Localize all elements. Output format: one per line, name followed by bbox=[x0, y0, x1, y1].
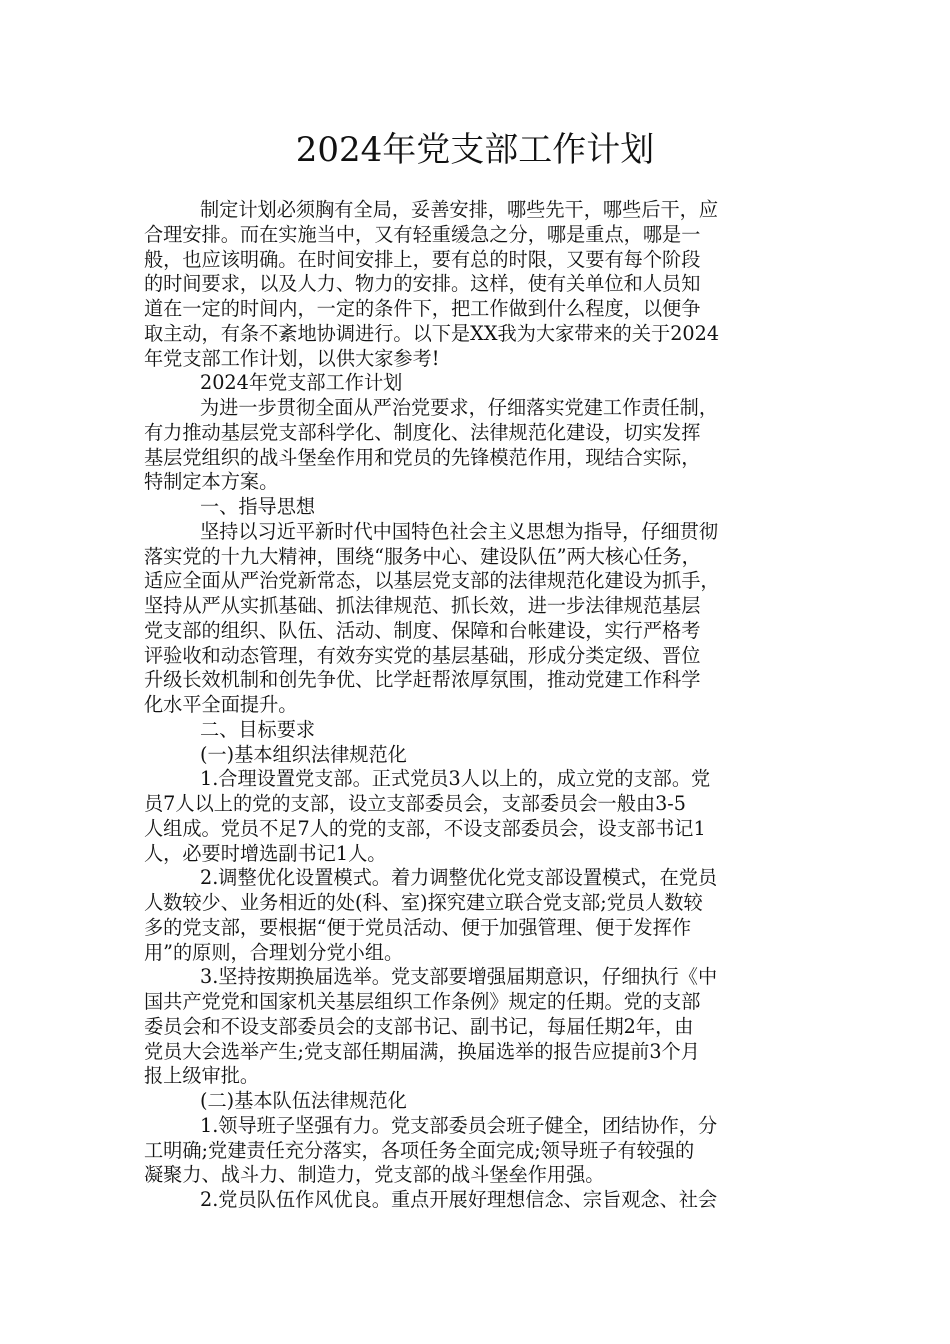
text-line: 制定计划必须胸有全局，妥善安排，哪些先干，哪些后干，应 bbox=[200, 198, 719, 221]
text-line: 用”的原则，合理划分党小组。 bbox=[144, 940, 404, 964]
text-line: 二、目标要求 bbox=[200, 717, 316, 741]
document-body bbox=[144, 198, 808, 1213]
text-line: 凝聚力、战斗力、制造力，党支部的战斗堡垒作用强。 bbox=[144, 1163, 605, 1187]
text-line: 坚持从严从实抓基础、抓法律规范、抓长效，进一步法律规范基层 bbox=[144, 594, 701, 617]
text-line: 道在一定的时间内，一定的条件下，把工作做到什么程度，以便争 bbox=[144, 297, 701, 320]
text-line: 委员会和不设支部委员会的支部书记、副书记，每届任期2年，由 bbox=[144, 1014, 694, 1038]
text-line: 升级长效机制和创先争优、比学赶帮浓厚氛围，推动党建工作科学 bbox=[144, 668, 701, 692]
text-line: 般，也应该明确。在时间安排上，要有总的时限，又要有每个阶段 bbox=[144, 247, 701, 271]
text-line: 化水平全面提升。 bbox=[144, 693, 298, 716]
text-line: 取主动，有条不紊地协调进行。以下是XX我为大家带来的关于2024 bbox=[144, 321, 720, 345]
text-line: 人数较少、业务相近的处(科、室)探究建立联合党支部;党员人数较 bbox=[144, 891, 703, 914]
text-line: 1.合理设置党支部。正式党员3人以上的，成立党的支部。党 bbox=[200, 767, 711, 791]
text-line: 为进一步贯彻全面从严治党要求，仔细落实党建工作责任制， bbox=[200, 396, 719, 419]
text-line: 评验收和动态管理，有效夯实党的基层基础，形成分类定级、晋位 bbox=[144, 643, 701, 667]
text-line: 落实党的十九大精神，围绕“服务中心、建设队伍”两大核心任务， bbox=[144, 544, 701, 568]
text-line: 工明确;党建责任充分落实，各项任务全面完成;领导班子有较强的 bbox=[144, 1138, 695, 1162]
text-line: (一)基本组织法律规范化 bbox=[200, 742, 407, 766]
text-line: 适应全面从严治党新常态，以基层党支部的法律规范化建设为抓手， bbox=[144, 569, 720, 593]
text-line: 国共产党党和国家机关基层组织工作条例》规定的任期。党的支部 bbox=[144, 990, 701, 1013]
text-line: 特制定本方案。 bbox=[144, 470, 279, 494]
text-line: 有力推动基层党支部科学化、制度化、法律规范化建设，切实发挥 bbox=[144, 420, 701, 444]
text-line: 2.调整优化设置模式。着力调整优化党支部设置模式，在党员 bbox=[200, 866, 718, 890]
text-line: 3.坚持按期换届选举。党支部要增强届期意识，仔细执行《中 bbox=[200, 965, 718, 989]
text-line: 员7人以上的党的支部，设立支部委员会，支部委员会一般由3-5 bbox=[144, 792, 686, 815]
text-line: 报上级审批。 bbox=[144, 1064, 260, 1088]
text-line: 年党支部工作计划，以供大家参考! bbox=[144, 346, 440, 370]
text-line: 2.党员队伍作风优良。重点开展好理想信念、宗旨观念、社会 bbox=[200, 1188, 718, 1211]
text-line: 人，必要时增选副书记1人。 bbox=[144, 841, 387, 865]
text-line: 1.领导班子坚强有力。党支部委员会班子健全，团结协作，分 bbox=[200, 1113, 718, 1137]
text-line: 党员大会选举产生;党支部任期届满，换届选举的报告应提前3个月 bbox=[144, 1039, 700, 1063]
text-line: 多的党支部，要根据“便于党员活动、便于加强管理、便于发挥作 bbox=[144, 915, 692, 939]
text-line: 人组成。党员不足7人的党的支部，不设支部委员会，设支部书记1 bbox=[144, 816, 706, 840]
text-line: (二)基本队伍法律规范化 bbox=[200, 1089, 407, 1112]
text-line: 2024年党支部工作计划 bbox=[200, 371, 403, 395]
document-title: 2024年党支部工作计划 bbox=[295, 130, 655, 170]
text-line: 党支部的组织、队伍、活动、制度、保障和台帐建设，实行严格考 bbox=[144, 618, 701, 642]
text-line: 一、指导思想 bbox=[200, 495, 316, 518]
text-line: 坚持以习近平新时代中国特色社会主义思想为指导，仔细贯彻 bbox=[200, 519, 719, 543]
text-line: 基层党组织的战斗堡垒作用和党员的先锋模范作用，现结合实际， bbox=[144, 445, 701, 469]
text-line: 合理安排。而在实施当中，又有轻重缓急之分，哪是重点，哪是一 bbox=[144, 222, 701, 246]
text-line: 的时间要求，以及人力、物力的安排。这样，使有关单位和人员知 bbox=[144, 272, 701, 296]
